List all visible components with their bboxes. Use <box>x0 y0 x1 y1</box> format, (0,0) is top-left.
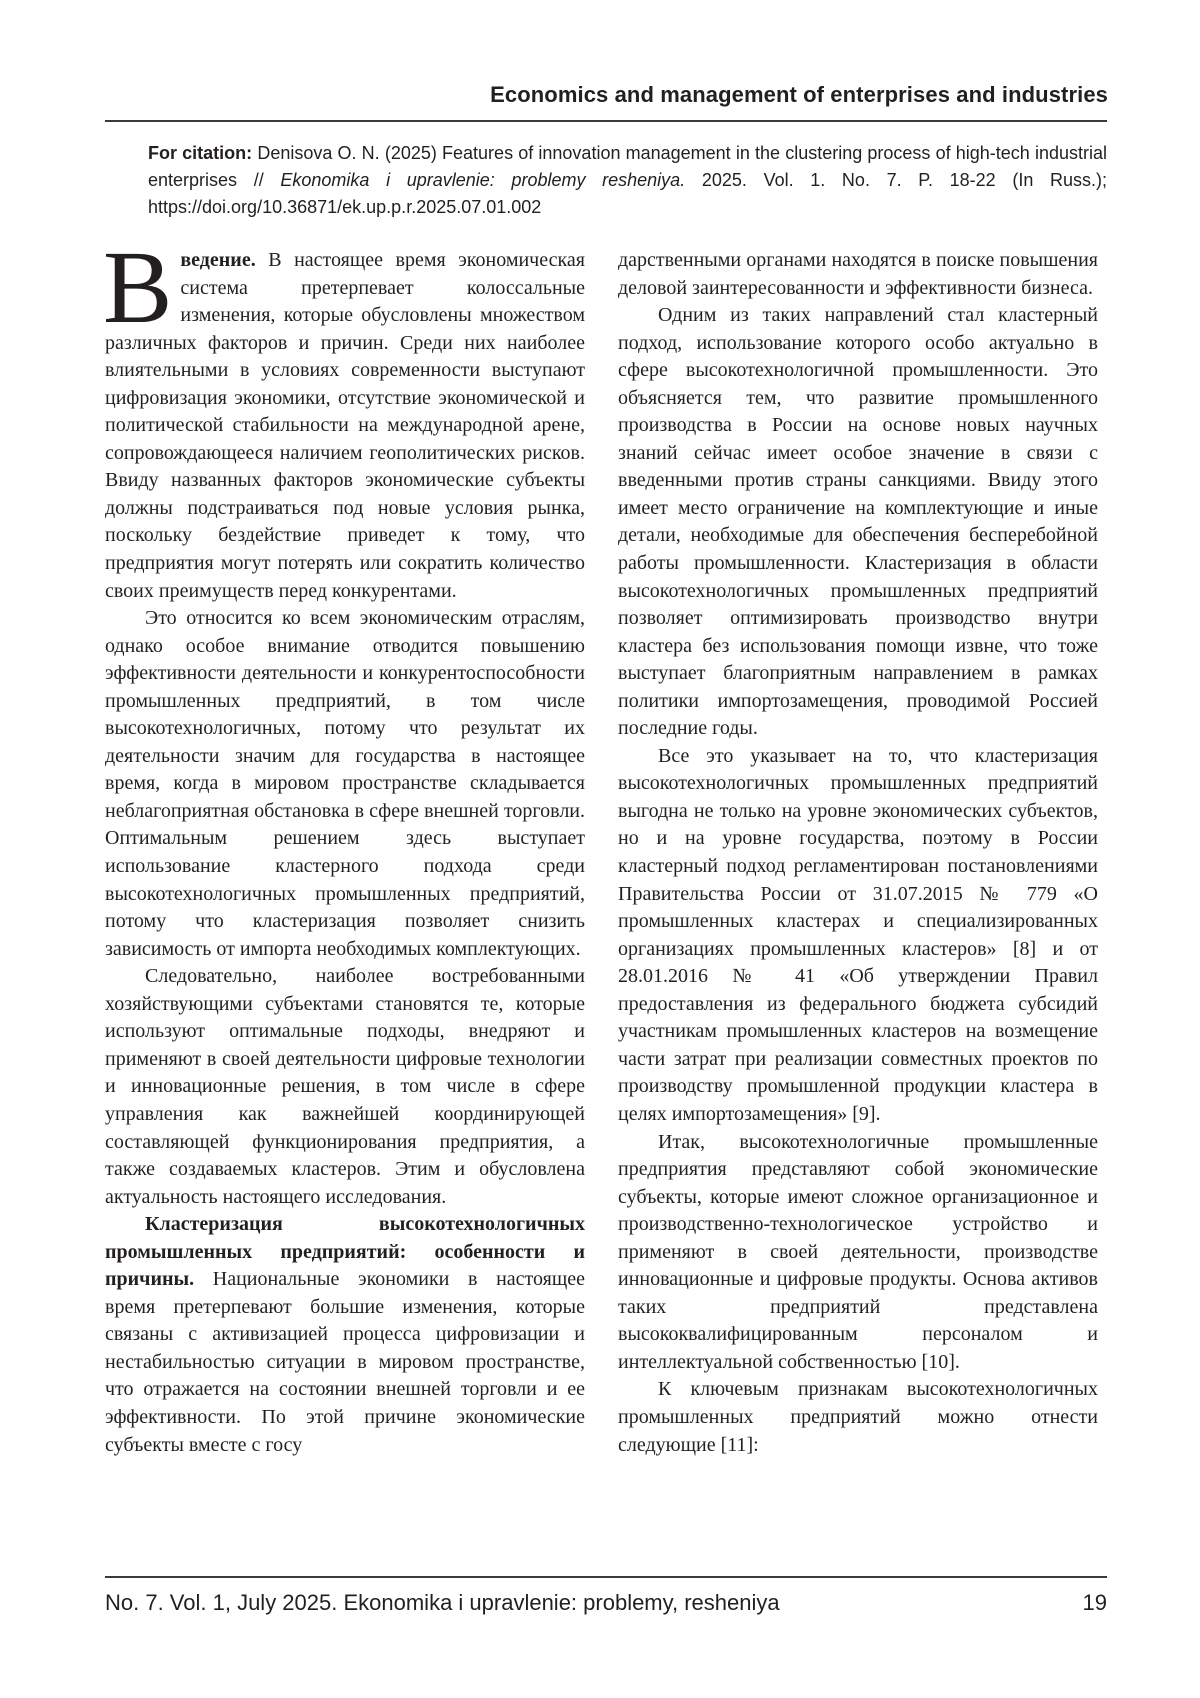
citation-text-before: Denisova O. N. (2025) Features of innovation management in the clustering process of high-tech industrial enterprises // <box>148 143 1107 190</box>
body-paragraph: Это относится ко всем экономическим отраслям, однако особое внимание отводится повышению эффективности деятельности и конкурентоспособности промышленных предприятий, в том числе высокотехнологичных, потому что результат их деятельности значим для государства в настоящее время, когда в мировом пространстве складывается неблагоприятная обстановка в сфере внешней торговли. Оптимальным решением здесь выступает использование кластерного подхода среди высокотехнологичных промышленных предприятий, потому что кластеризация позволяет снизить зависимость от импорта необходимых комплектующих. <box>105 607 585 960</box>
citation-block <box>148 140 1107 221</box>
continuation-paragraph: дарственными органами находятся в поиске повышения деловой заинтересованности и эффективности бизнеса. <box>618 249 1098 299</box>
body-paragraph: Следовательно, наиболее востребованными хозяйствующими субъектами становятся те, которые используют оптимальные подходы, внедряют и применяют в своей деятельности цифровые технологии и инновационные решения, в том числе в сфере управления как важнейшей координирующей составляющей функционирования предприятия, а также создаваемых кластеров. Этим и обусловлена актуальность настоящего исследования. <box>105 965 585 1208</box>
intro-paragraph <box>103 230 585 605</box>
drop-cap: В <box>103 230 173 345</box>
section-heading: Кластеризация высокотехнологичных промышленных предприятий: особенности и причины. <box>105 1213 585 1291</box>
body-paragraph: Все это указывает на то, что кластеризация высокотехнологичных промышленных предприятий выгодна не только на уровне экономических субъектов, но и на уровне государства, поэтому в России кластерный подход регламентирован постановлениями Правительства России от 31.07.2015 № 779 «О промышленных кластерах и специализированных организациях промышленных кластеров» [8] и от 28.01.2016 № 41 «Об утверждении Правил предоставления из федерального бюджета субсидий участникам промышленных кластеров на возмещение части затрат при реализации совместных проектов по производству промышленной продукции кластера в целях импортозамещения» [9]. <box>618 744 1098 1125</box>
footer-divider <box>105 1576 1107 1578</box>
body-paragraph: Одним из таких направлений стал кластерный подход, использование которого особо актуально в сфере высокотехнологичной промышленности. Это объясняется тем, что развитие промышленного производства в России на основе новых научных знаний сейчас имеет особое значение в связи с введенными против страны санкциями. Ввиду этого имеет место ограничение на комплектующие и иные детали, необходимые для обеспечения бесперебойной работы промышленности. Кластеризация в области высокотехнологичных промышленных предприятий позволяет оптимизировать производство внутри кластера без использования помощи извне, что тоже выступает благоприятным направлением в рамках политики импортозамещения, проводимой Россией последние годы. <box>618 304 1098 740</box>
page-number: 19 <box>1082 1590 1107 1615</box>
header-divider <box>105 120 1107 122</box>
intro-text: В настоящее время экономическая система претерпевает колоссальные изменения, которые обусловлены множеством различных факторов и причин. Среди них наиболее влиятельными в условиях современности выступают цифровизация экономики, отсутствие экономической и политической стабильности на международной арене, сопровождающееся наличием геополитических рисков. Ввиду названных факторов экономические субъекты должны подстраиваться под новые условия рынка, поскольку бездействие приведет к тому, что предприятия могут потерять или сократить количество своих преимуществ перед конкурентами. <box>105 249 585 602</box>
section-text: Национальные экономики в настоящее время претерпевают большие изменения, которые связаны с активизацией процесса цифровизации и нестабильностью ситуации в мировом пространстве, что отражается на состоянии внешней торговли и ее эффективности. По этой причине экономические субъекты вместе с госу <box>105 1268 585 1456</box>
running-head-section-title: Economics and management of enterprises and industries <box>490 82 1108 107</box>
citation-label: For citation: <box>148 143 253 163</box>
footer-journal-info: No. 7. Vol. 1, July 2025. Ekonomika i upravlenie: problemy, resheniya <box>105 1590 780 1615</box>
page-footer <box>105 1590 1107 1616</box>
body-paragraph: Итак, высокотехнологичные промышленные предприятия представляют собой экономические субъекты, которые имеют сложное организационное и производственно-технологическое устройство и применяют в своей деятельности, производстве инновационные и цифровые продукты. Основа активов таких предприятий представлена высококвалифицированным персоналом и интеллектуальной собственностью [10]. <box>618 1130 1098 1373</box>
right-column <box>618 247 1098 1459</box>
intro-heading: ведение. <box>180 249 256 271</box>
section-paragraph <box>105 1211 585 1459</box>
citation-text-after: 2025. Vol. 1. No. 7. P. 18-22 (In Russ.); https://doi.org/10.36871/ek.up.p.r.2025.07.01.002 <box>148 170 1107 217</box>
left-column <box>103 230 585 1459</box>
body-paragraph: К ключевым признакам высокотехнологичных промышленных предприятий можно отнести следующие [11]: <box>618 1378 1098 1456</box>
citation-journal: Ekonomika i upravlenie: problemy resheniya. <box>280 170 686 190</box>
